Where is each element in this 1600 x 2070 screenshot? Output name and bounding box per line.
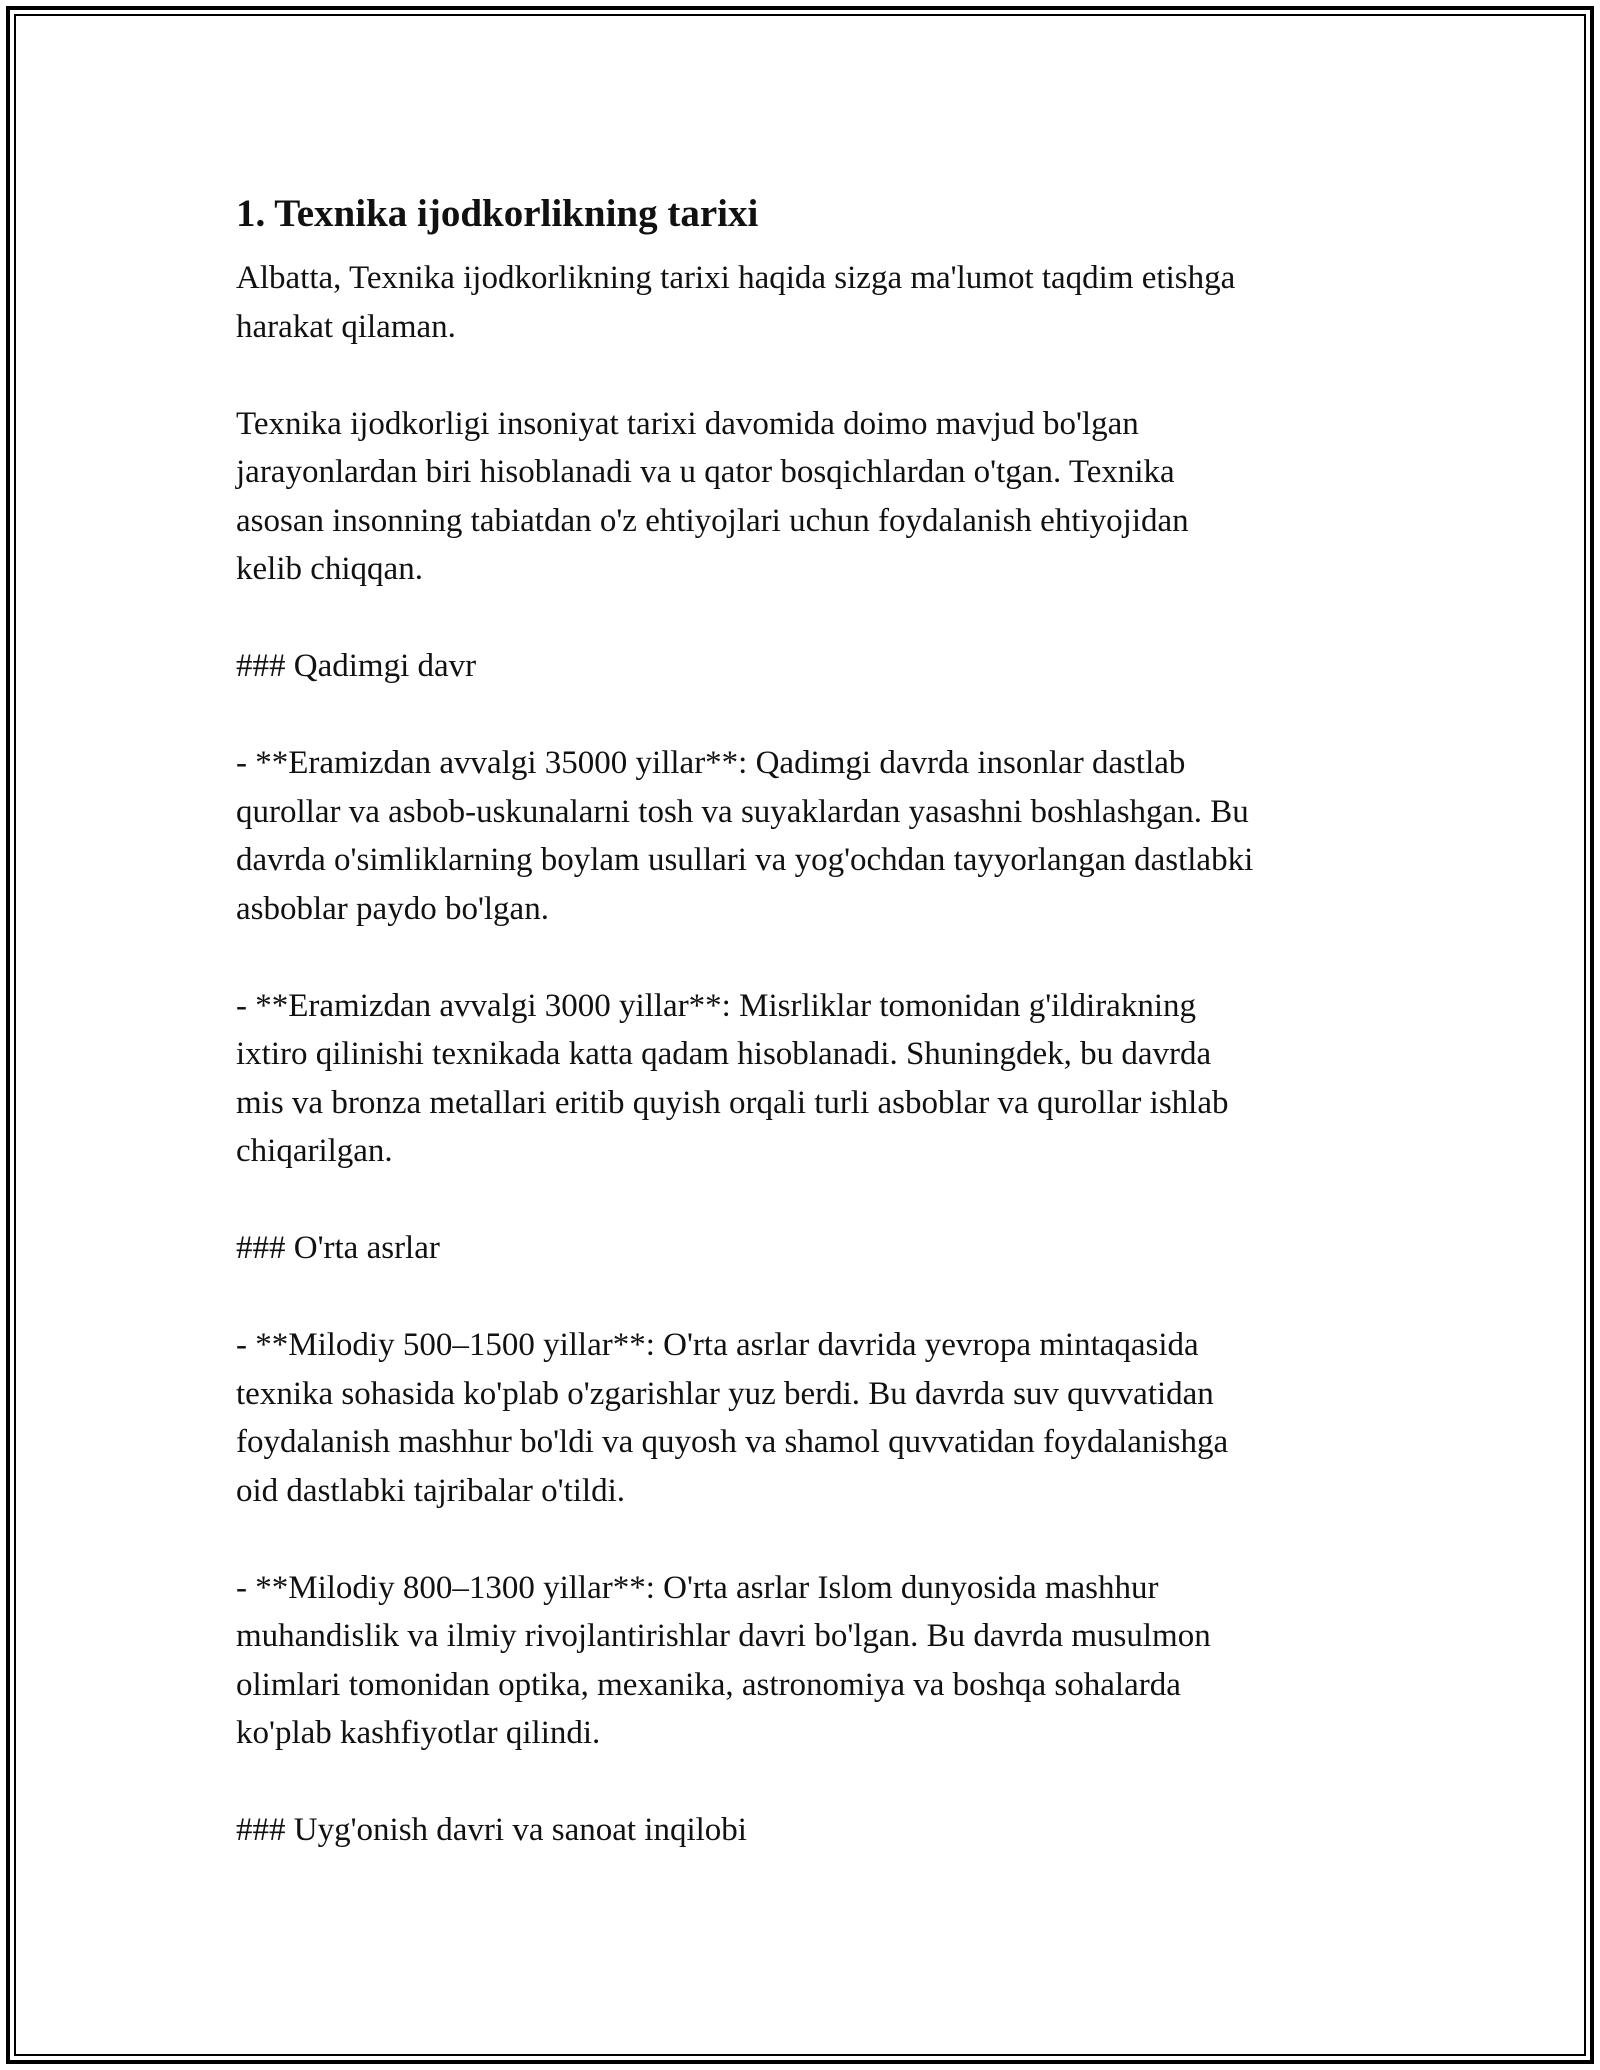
text-line: - **Eramizdan avvalgi 35000 yillar**: Qadimgi davrda insonlar dastlab [236,745,1186,781]
text-line: ko'plab kashfiyotlar qilindi. [236,1715,601,1751]
text-line: muhandislik va ilmiy rivojlantirishlar davri bo'lgan. Bu davrda musulmon [236,1618,1211,1654]
list-item-800-1300 [236,1564,1386,1758]
text-line: chiqarilgan. [236,1133,393,1169]
list-item-3000-bc [236,982,1386,1176]
list-item-500-1500 [236,1321,1386,1515]
text-line: foydalanish mashhur bo'ldi va quyosh va shamol quvvatidan foydalanishga [236,1424,1229,1460]
paragraph-intro [236,254,1386,351]
text-line: asosan insonning tabiatdan o'z ehtiyojlari uchun foydalanish ehtiyojidan [236,502,1189,539]
text-line: - **Milodiy 800–1300 yillar**: O'rta asrlar Islom dunyosida mashhur [236,1569,1159,1606]
text-line: asboblar paydo bo'lgan. [236,890,549,927]
section-heading-renaissance [236,1806,1386,1855]
text-line: jarayonlardan biri hisoblanadi va u qator bosqichlardan o'tgan. Texnika [236,454,1175,490]
section-heading-middle-ages [236,1224,1386,1273]
document-title: 1. Texnika ijodkorlikning tarixi [236,192,759,235]
text-line: harakat qilaman. [236,308,456,345]
text-line: - **Eramizdan avvalgi 3000 yillar**: Misrliklar tomonidan g'ildirakning [236,987,1196,1024]
text-line: ixtiro qilinishi texnikada katta qadam hisoblanadi. Shuningdek, bu davrda [236,1036,1212,1072]
text-line: davrda o'simliklarning boylam usullari va yog'ochdan tayyorlangan dastlabki [236,842,1254,878]
text-line: oid dastlabki tajribalar o'tildi. [236,1472,626,1509]
text-line: ### O'rta asrlar [236,1230,440,1266]
text-line: ### Uyg'onish davri va sanoat inqilobi [236,1812,747,1848]
text-line: ### Qadimgi davr [236,648,477,684]
document-body [236,186,1386,1903]
text-line: mis va bronza metallari eritib quyish orqali turli asboblar va qurollar ishlab [236,1084,1229,1121]
list-item-35000-bc [236,739,1386,933]
text-line: olimlari tomonidan optika, mexanika, astronomiya va boshqa sohalarda [236,1666,1181,1703]
text-line: Albatta, Texnika ijodkorlikning tarixi haqida sizga ma'lumot taqdim etishga [236,260,1236,296]
text-line: Texnika ijodkorligi insoniyat tarixi davomida doimo mavjud bo'lgan [236,405,1139,442]
text-line: texnika sohasida ko'plab o'zgarishlar yuz berdi. Bu davrda suv quvvatidan [236,1375,1214,1412]
paragraph-overview [236,400,1386,594]
text-line: qurollar va asbob-uskunalarni tosh va suyaklardan yasashni boshlashgan. Bu [236,793,1249,830]
text-line: - **Milodiy 500–1500 yillar**: O'rta asrlar davrida yevropa mintaqasida [236,1327,1199,1363]
section-heading-ancient [236,642,1386,691]
text-line: kelib chiqqan. [236,551,423,587]
